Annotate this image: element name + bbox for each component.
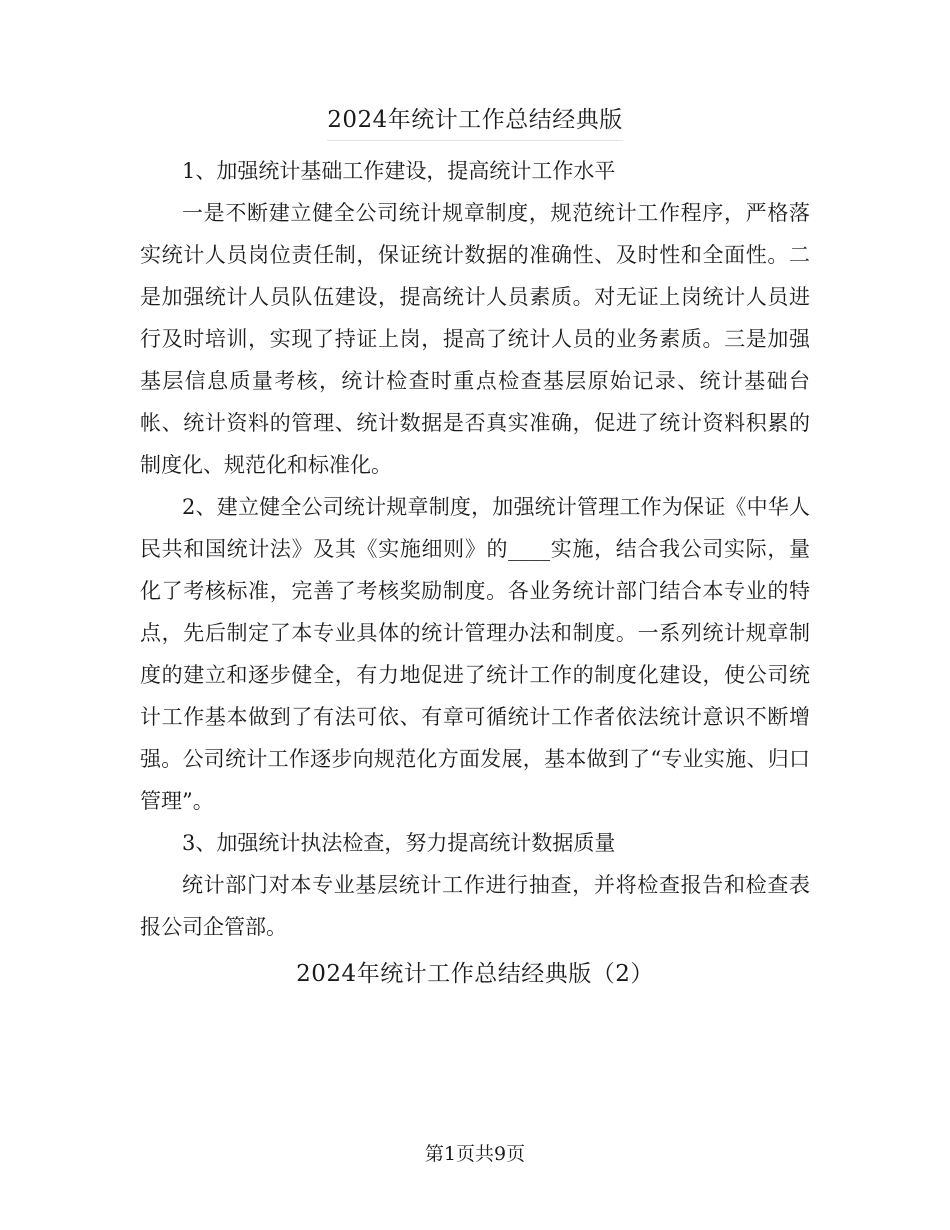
document-title (0, 104, 950, 141)
page-footer: 第1页共9页 (424, 1143, 526, 1165)
paragraph-3: 统计部门对本专业基层统计工作进行抽查，并将检查报告和检查表报公司企管部。 (140, 873, 810, 939)
paragraph-heading-3: 3、加强统计执法检查，努力提高统计数据质量 (182, 831, 616, 855)
paragraph-heading-2: 2、建立健全公司统计规章制度，加强统计管理工作为保证《中华人民共和国统计法》及其《实施细则》的____实施，结合我公司实际，量化了考核标准，完善了考核奖励制度。各业务统计部门结合本专业的特点，先后制定了本专业具体的统计管理办法和制度。一系列统计规章制度的建立和逐步健全，有力地促进了统计工作的制度化建设，使公司统计工作基本做到了有法可依、有章可循统计工作者依法统计意识不断增强。公司统计工作逐步向规范化方面发展，基本做到了“专业实施、归口管理”。 (140, 495, 810, 813)
second-title: 2024年统计工作总结经典版（2） (296, 961, 654, 987)
document-title-text: 2024年统计工作总结经典版 (327, 104, 623, 141)
paragraph-1: 一是不断建立健全公司统计规章制度，规范统计工作程序，严格落实统计人员岗位责任制，保证统计数据的准确性、及时性和全面性。二是加强统计人员队伍建设，提高统计人员素质。对无证上岗统计人员进行及时培训，实现了持证上岗，提高了统计人员的业务素质。三是加强基层信息质量考核，统计检查时重点检查基层原始记录、统计基础台帐、统计资料的管理、统计数据是否真实准确，促进了统计资料积累的制度化、规范化和标准化。 (140, 201, 810, 477)
document-body (140, 150, 810, 948)
paragraph-heading-1: 1、加强统计基础工作建设，提高统计工作水平 (182, 159, 616, 183)
